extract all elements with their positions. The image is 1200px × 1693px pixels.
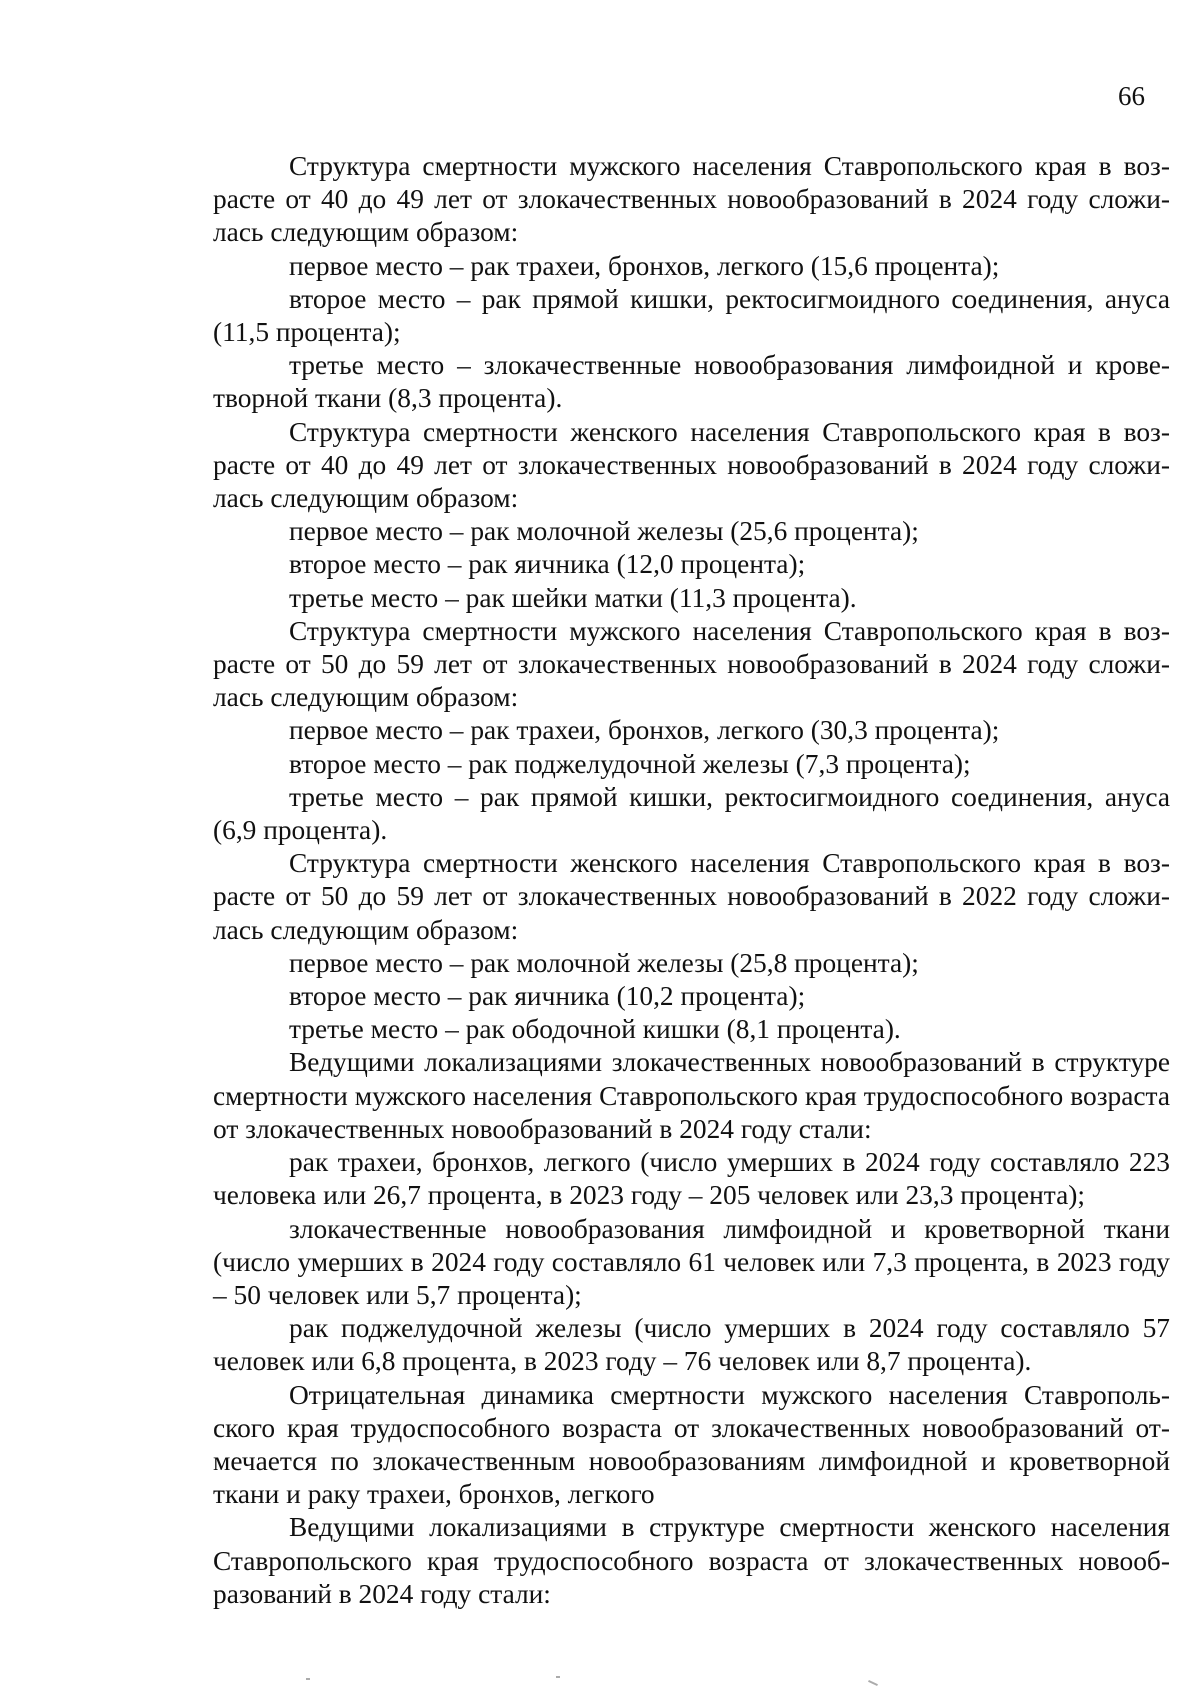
page-number: 66 [1118, 81, 1145, 111]
paragraph: Ведущими локализациями злокачественных новообразований в структуре смертности мужского населения Ставропольского края трудоспособного возраста от злокачественных новообразований в 2024 году стали: [213, 1047, 1170, 1144]
paragraph: третье место – рак шейки матки (11,3 процента). [289, 582, 857, 613]
paragraph: первое место – рак трахеи, бронхов, легкого (30,3 процента); [289, 715, 1000, 746]
scan-artifact [556, 1676, 560, 1678]
paragraph: Структура смертности мужского населения Ставропольского края в возрасте от 50 до 59 лет от злокачественных новообразований в 2024 году сложилась следующим образом: [213, 615, 1170, 713]
paragraph: Ведущими локализациями в структуре смертности женского населения Ставропольского края трудоспособного возраста от злокачественных новообразований в 2024 году стали: [213, 1512, 1170, 1609]
paragraph: третье место – рак ободочной кишки (8,1 процента). [289, 1014, 901, 1045]
paragraph: первое место – рак молочной железы (25,6 процента); [289, 516, 919, 547]
paragraph: Структура смертности женского населения Ставропольского края в возрасте от 40 до 49 лет от злокачественных новообразований в 2024 году сложилась следующим образом: [213, 416, 1170, 514]
paragraph: рак поджелудочной железы (число умерших в 2024 году составляло 57 человек или 6,8 процента, в 2023 году – 76 человек или 8,7 процента). [213, 1313, 1170, 1377]
paragraph: третье место – рак прямой кишки, ректосигмоидного соединения, ануса (6,9 процента). [213, 781, 1170, 846]
scan-artifact [868, 1680, 878, 1686]
paragraph: второе место – рак яичника (12,0 процента); [289, 549, 806, 580]
paragraph: рак трахеи, бронхов, легкого (число умерших в 2024 году составляло 223 человека или 26,7 процента, в 2023 году – 205 человек или 23,3 процента); [213, 1147, 1170, 1211]
document-body [213, 150, 1170, 1611]
paragraph: злокачественные новообразования лимфоидной и кроветворной ткани (число умерших в 2024 году составляло 61 человек или 7,3 процента, в 2023 году – 50 человек или 5,7 процента); [213, 1213, 1170, 1310]
paragraph: второе место – рак яичника (10,2 процента); [289, 981, 806, 1012]
paragraph: первое место – рак молочной железы (25,8 процента); [289, 947, 919, 978]
paragraph: второе место – рак прямой кишки, ректосигмоидного соединения, ануса (11,5 процента); [213, 283, 1170, 348]
paragraph: Отрицательная динамика смертности мужского населения Ставропольского края трудоспособного возраста от злокачественных новообразований отмечается по злокачественным новообразованиям лимфоидной и кроветворной ткани и раку трахеи, бронхов, легкого [213, 1379, 1170, 1510]
scan-artifact [306, 1678, 310, 1680]
paragraph: второе место – рак поджелудочной железы (7,3 процента); [289, 748, 971, 779]
paragraph: третье место – злокачественные новообразования лимфоидной и кроветворной ткани (8,3 процента). [213, 350, 1170, 414]
paragraph: первое место – рак трахеи, бронхов, легкого (15,6 процента); [289, 250, 1000, 281]
paragraph: Структура смертности женского населения Ставропольского края в возрасте от 50 до 59 лет от злокачественных новообразований в 2022 году сложилась следующим образом: [213, 848, 1170, 945]
paragraph: Структура смертности мужского населения Ставропольского края в возрасте от 40 до 49 лет от злокачественных новообразований в 2024 году сложилась следующим образом: [213, 151, 1170, 248]
